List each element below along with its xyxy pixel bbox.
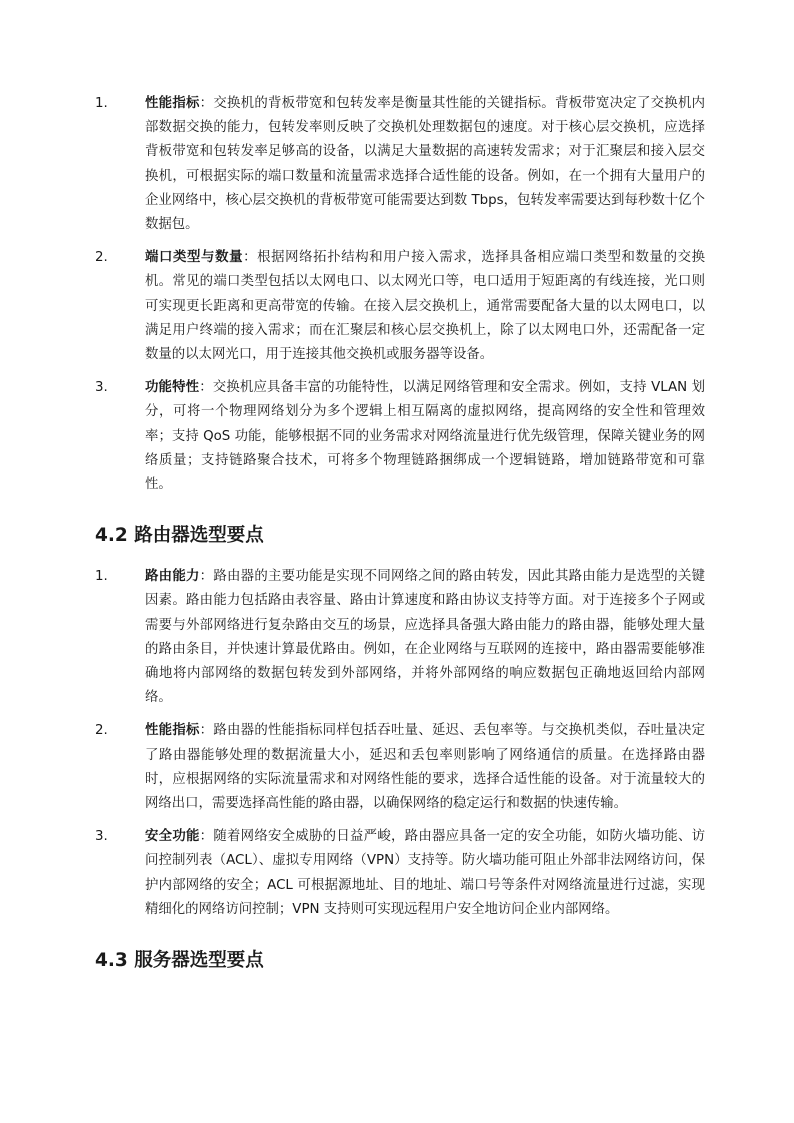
list-term: 性能指标 — [145, 723, 200, 739]
list-body: ：交换机应具备丰富的功能特性，以满足网络管理和安全需求。例如，支持 VLAN 划分，可将一个物理网络划分为多个逻辑上相互隔离的虚拟网络，提高网络的安全性和管理效率；支持 QoS 功能，能够根据不同的业务需求对网络流量进行优先级管理，保障关键业务的网络质量；支持链路聚合技术，可将多个物理链路捆绑成一个逻辑链路，增加链路带宽和可靠性。 — [145, 380, 705, 493]
list-term: 路由能力 — [145, 569, 200, 585]
list-number: 3. — [95, 829, 108, 845]
list-item — [95, 719, 705, 816]
list-term: 功能特性 — [145, 380, 200, 396]
list-item — [95, 92, 705, 237]
page-content — [95, 92, 705, 990]
list-number: 1. — [95, 569, 108, 585]
list-term: 安全功能 — [145, 829, 200, 845]
list-body: ：随着网络安全威胁的日益严峻，路由器应具备一定的安全功能，如防火墙功能、访问控制列表（ACL）、虚拟专用网络（VPN）支持等。防火墙功能可阻止外部非法网络访问，保护内部网络的安全；ACL 可根据源地址、目的地址、端口号等条件对网络流量进行过滤，实现精细化的网络访问控制；VPN 支持则可实现远程用户安全地访问企业内部网络。 — [145, 829, 706, 917]
section-heading-4-2: 4.2 路由器选型要点 — [95, 525, 264, 547]
list-body: ：根据网络拓扑结构和用户接入需求，选择具备相应端口类型和数量的交换机。常见的端口类型包括以太网电口、以太网光口等，电口适用于短距离的有线连接，光口则可实现更长距离和更高带宽的传输。在接入层交换机上，通常需要配备大量的以太网电口，以满足用户终端的接入需求；而在汇聚层和核心层交换机上，除了以太网电口外，还需配备一定数量的以太网光口，用于连接其他交换机或服务器等设备。 — [145, 250, 705, 363]
list-number: 3. — [95, 380, 108, 396]
list-body: ：交换机的背板带宽和包转发率是衡量其性能的关键指标。背板带宽决定了交换机内部数据交换的能力，包转发率则反映了交换机处理数据包的速度。对于核心层交换机，应选择背板带宽和包转发率足够高的设备，以满足大量数据的高速转发需求；对于汇聚层和接入层交换机，可根据实际的端口数量和流量需求选择合适性能的设备。例如，在一个拥有大量用户的企业网络中，核心层交换机的背板带宽可能需要达到数 Tbps，包转发率需要达到每秒数十亿个数据包。 — [145, 96, 706, 233]
list-number: 1. — [95, 96, 108, 111]
list-item — [95, 565, 705, 710]
list-item — [95, 376, 705, 497]
list-item — [95, 246, 705, 367]
list-term: 端口类型与数量 — [145, 250, 244, 266]
list-body: ：路由器的主要功能是实现不同网络之间的路由转发，因此其路由能力是选型的关键因素。路由能力包括路由表容量、路由计算速度和路由协议支持等方面。对于连接多个子网或需要与外部网络进行复杂路由交互的场景，应选择具备强大路由能力的路由器，能够处理大量的路由条目，并快速计算最优路由。例如，在企业网络与互联网的连接中，路由器需要能够准确地将内部网络的数据包转发到外部网络，并将外部网络的响应数据包正确地返回给内部网络。 — [145, 569, 706, 706]
list-body: ：路由器的性能指标同样包括吞吐量、延迟、丢包率等。与交换机类似，吞吐量决定了路由器能够处理的数据流量大小，延迟和丢包率则影响了网络通信的质量。在选择路由器时，应根据网络的实际流量需求和对网络性能的要求，选择合适性能的设备。对于流量较大的网络出口，需要选择高性能的路由器，以确保网络的稳定运行和数据的快速传输。 — [145, 723, 706, 812]
section-heading-4-3: 4.3 服务器选型要点 — [95, 950, 264, 972]
list-number: 2. — [95, 250, 108, 266]
list-term: 性能指标 — [145, 96, 200, 111]
list-item — [95, 825, 705, 922]
list-number: 2. — [95, 723, 108, 739]
